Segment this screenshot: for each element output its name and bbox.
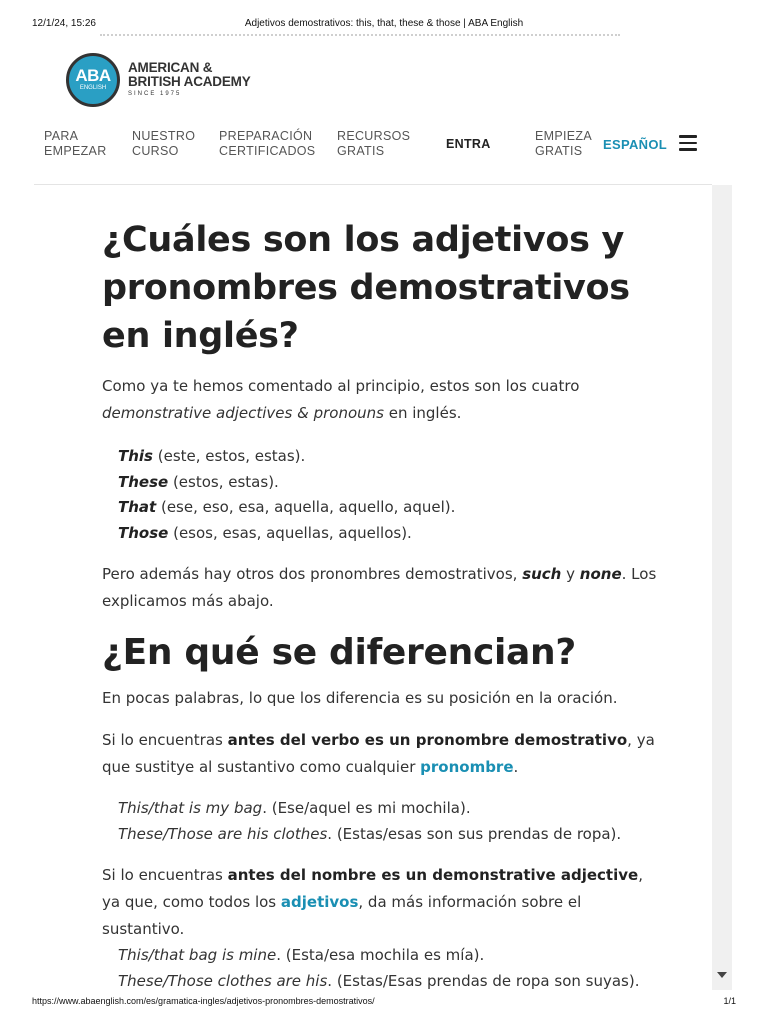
list-item: These/Those are his clothes. (Estas/esas son sus prendas de ropa). <box>118 824 622 843</box>
nav-divider <box>34 184 712 185</box>
list-item: This/that bag is mine. (Esta/esa mochila es mía). <box>118 946 485 964</box>
section-heading: ¿En qué se diferencian? <box>102 632 576 673</box>
intro-paragraph: Como ya te hemos comentado al principio, estos son los cuatro demonstrative adjectives & pronouns en inglés. <box>102 377 580 422</box>
nav-item-label: PARA <box>44 129 79 143</box>
scrollbar[interactable] <box>712 185 732 990</box>
hamburger-icon[interactable] <box>679 135 697 151</box>
nav-item-label: EMPIEZA <box>535 129 592 143</box>
scroll-down-arrow-icon[interactable] <box>717 972 727 978</box>
print-footer <box>0 994 768 1008</box>
hamburger-bar <box>679 142 697 145</box>
paragraph-pronoun: Si lo encuentras antes del verbo es un pronombre demostrativo, ya que sustitye al sustantivo como cualquier pronombre. <box>102 731 655 776</box>
adjetivos-link[interactable]: adjetivos <box>280 893 359 911</box>
hamburger-bar <box>679 148 697 151</box>
site-logo[interactable] <box>66 53 251 107</box>
logo-wordmark <box>128 61 251 99</box>
main-nav <box>0 129 768 169</box>
pronombre-link[interactable]: pronombre <box>420 758 514 776</box>
logo-since: SINCE 1975 <box>128 91 182 97</box>
paragraph-such-none: Pero además hay otros dos pronombres demostrativos, such y none. Los explicamos más abajo. <box>102 565 657 610</box>
logo-line-2: BRITISH ACADEMY <box>128 74 251 89</box>
print-page-number: 1/1 <box>723 996 736 1006</box>
pronoun-examples-list <box>102 796 662 847</box>
nav-item-preparacion-certificados[interactable] <box>219 129 315 159</box>
clipped-text-line <box>100 34 620 39</box>
nav-item-label: PREPARACIÓN <box>219 129 313 143</box>
print-title: Adjetivos demostrativos: this, that, these & those | ABA English <box>244 18 524 29</box>
article-heading: ¿Cuáles son los adjetivos y pronombres demostrativos en inglés? <box>102 220 630 356</box>
language-selector[interactable]: ESPAÑOL <box>603 137 667 152</box>
list-item: This (este, estos, estas). <box>118 447 306 465</box>
nav-item-label: NUESTRO <box>132 129 196 143</box>
logo-line-1: AMERICAN & <box>128 60 213 75</box>
hamburger-bar <box>679 135 697 138</box>
demonstratives-list <box>102 444 662 546</box>
print-url: https://www.abaenglish.com/es/gramatica-ingles/adjetivos-pronombres-demostrativos/ <box>32 996 375 1006</box>
nav-item-label: GRATIS <box>535 144 583 158</box>
nav-item-nuestro-curso[interactable] <box>132 129 195 159</box>
nav-item-label: CURSO <box>132 144 179 158</box>
list-item: Those (esos, esas, aquellas, aquellos). <box>118 523 412 542</box>
adjective-examples-list <box>102 943 662 990</box>
nav-item-para-empezar[interactable] <box>44 129 107 159</box>
nav-item-recursos-gratis[interactable] <box>337 129 410 159</box>
logo-badge-text: ABA <box>75 66 111 85</box>
article-content <box>102 216 662 990</box>
print-header <box>0 16 768 30</box>
nav-item-label: RECURSOS <box>337 129 411 143</box>
nav-item-label: EMPEZAR <box>44 144 107 158</box>
paragraph-position: En pocas palabras, lo que los diferencia es su posición en la oración. <box>102 689 618 707</box>
list-item: That (ese, eso, esa, aquella, aquello, aquel). <box>118 498 456 516</box>
list-item: These/Those clothes are his. (Estas/Esas prendas de ropa son suyas). <box>118 971 640 990</box>
list-item: This/that is my bag. (Ese/aquel es mi mochila). <box>118 799 471 817</box>
nav-item-label: CERTIFICADOS <box>219 144 316 158</box>
print-date: 12/1/24, 15:26 <box>32 18 96 29</box>
login-link[interactable]: ENTRA <box>446 137 491 151</box>
logo-badge-subtext: ENGLISH <box>79 85 107 91</box>
nav-item-empieza-gratis[interactable] <box>535 129 592 159</box>
paragraph-adjective: Si lo encuentras antes del nombre es un demonstrative adjective, ya que, como todos los adjetivos, da más información sobre el sustantivo. <box>102 866 643 938</box>
nav-item-label: GRATIS <box>337 144 385 158</box>
logo-badge <box>66 53 120 107</box>
list-item: These (estos, estas). <box>118 472 279 491</box>
